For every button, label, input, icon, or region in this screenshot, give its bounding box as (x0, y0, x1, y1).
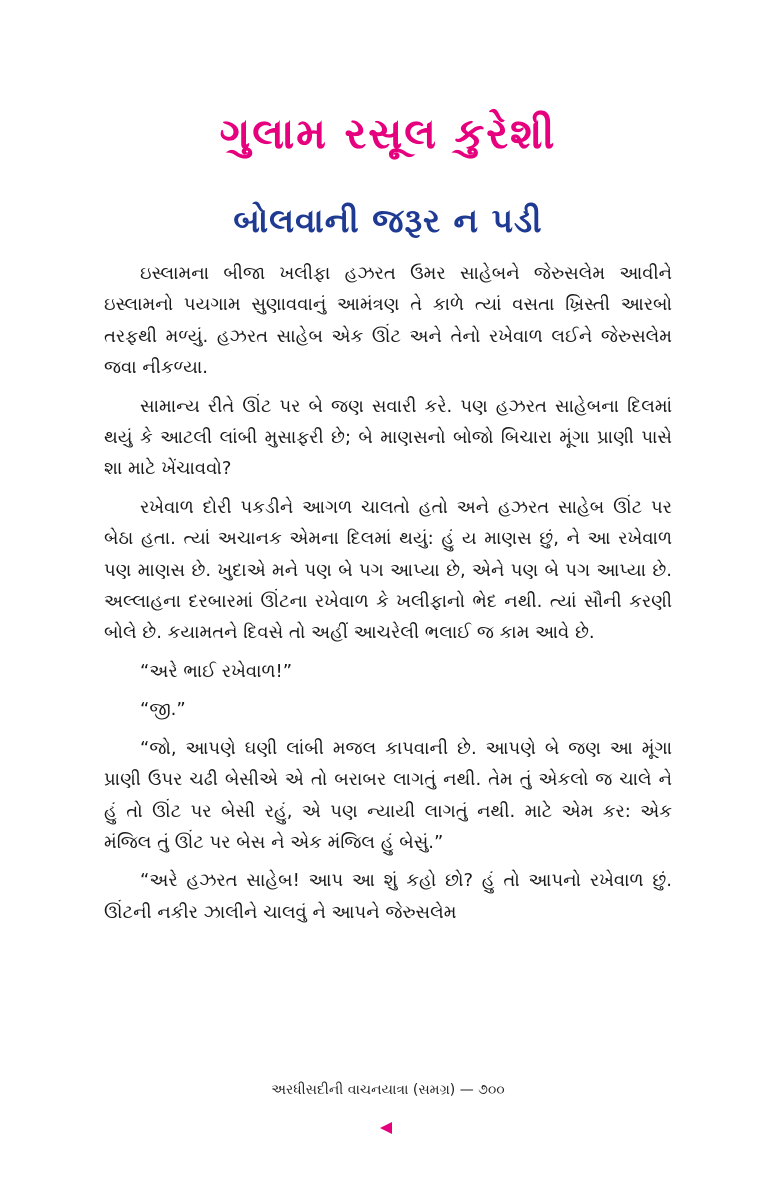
paragraph: “જો, આપણે ઘણી લાંબી મજલ કાપવાની છે. આપણે બે જણ આ મૂંગા પ્રાણી ઉપર ચઢી બેસીએ એ તો બરાબર લાગતું નથી. તેમ તું એકલો જ ચાલે ને હું તો ઊંટ પર બેસી રહું, એ પણ ન્યાયી લાગતું નથી. માટે એમ કર: એક મંજિલ તું ઊંટ પર બેસ ને એક મંજિલ હું બેસું.” (104, 737, 672, 853)
left-triangle-icon[interactable] (380, 1122, 392, 1134)
dialogue-line: “જી.” (140, 699, 186, 721)
story-title: બોલવાની જરૂર ન પડી (233, 201, 543, 240)
paragraph: ઇસ્લામના બીજા ખલીફા હઝરત ઉમર સાહેબને જેરુસલેમ આવીને ઇસ્લામનો પયગામ સુણાવવાનું આમંત્રણ તે કાળે ત્યાં વસતા ખ્રિસ્તી આરબો તરફથી મળ્યું. હઝરત સાહેબ એક ઊંટ અને તેનો રખેવાળ લઈને જેરુસલેમ જવા નીકળ્યા. (104, 263, 672, 379)
paragraph: સામાન્ય રીતે ઊંટ પર બે જણ સવારી કરે. પણ હઝરત સાહેબના દિલમાં થયું કે આટલી લાંબી મુસાફરી છે; બે માણસનો બોજો બિચારા મૂંગા પ્રાણી પાસે શા માટે ખેંચાવવો? (104, 395, 672, 480)
story-body (104, 258, 672, 935)
paragraph: રખેવાળ દોરી પકડીને આગળ ચાલતો હતો અને હઝરત સાહેબ ઊંટ પર બેઠા હતા. ત્યાં અચાનક એમના દિલમાં થયું: હું ય માણસ છું, ને આ રખેવાળ પણ માણસ છે. ખુદાએ મને પણ બે પગ આપ્યા છે, એને પણ બે પગ આપ્યા છે. અલ્લાહના દરબારમાં ઊંટના રખેવાળ કે ખલીફાનો ભેદ નથી. ત્યાં સૌની કરણી બોલે છે. કયામતને દિવસે તો અહીં આચરેલી ભલાઈ જ કામ આવે છે. (104, 496, 672, 644)
paragraph: “અરે હઝરત સાહેબ! આપ આ શું કહો છો? હું તો આપનો રખેવાળ છું. ઊંટની નકીર ઝાલીને ચાલવું ને આપને જેરુસલેમ (104, 870, 672, 923)
author-name: ગુલામ રસૂલ કુરેશી (219, 109, 557, 158)
dialogue-line: “અરે ભાઈ રખેવાળ!” (140, 660, 293, 682)
footer-book-title: અરધીસદીની વાચનયાત્રા (સમગ્ર) — ૭૦૦ (271, 1082, 505, 1098)
